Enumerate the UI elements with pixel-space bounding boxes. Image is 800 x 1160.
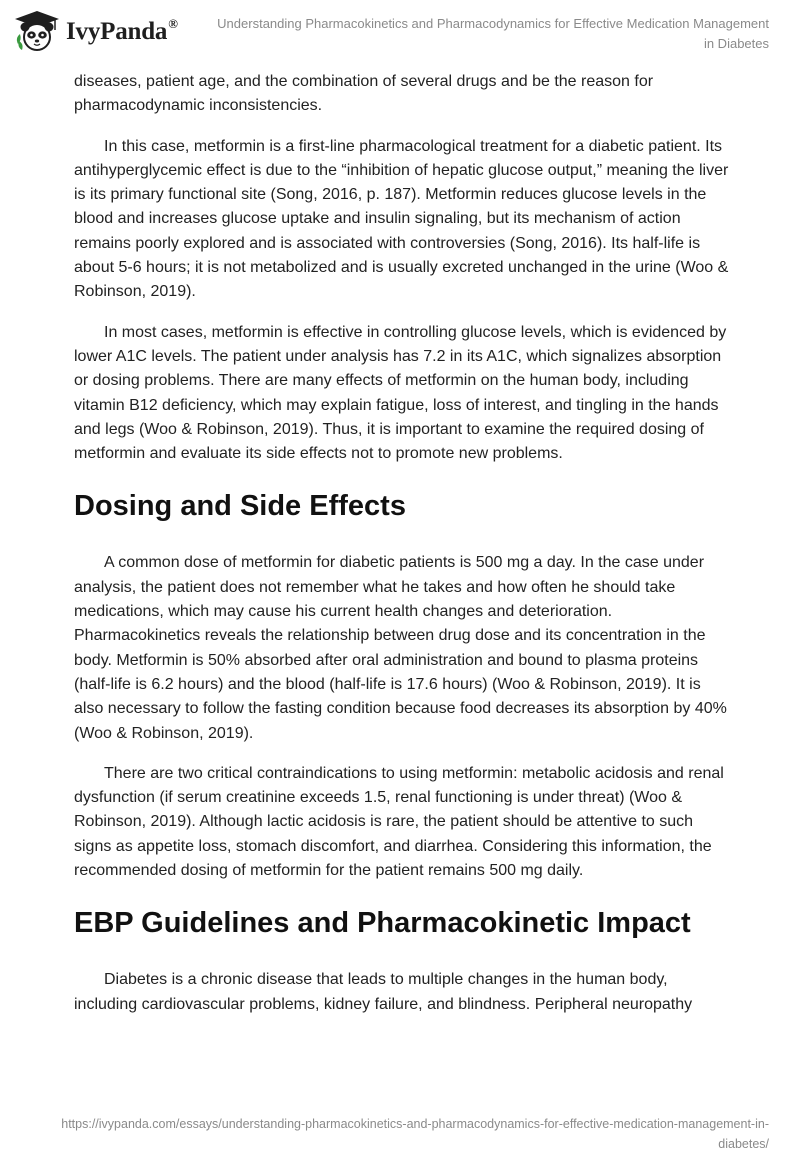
- document-title: Understanding Pharmacokinetics and Pharmacodynamics for Effective Medication Management in Diabetes: [217, 16, 769, 51]
- paragraph: A common dose of metformin for diabetic patients is 500 mg a day. In the case under analysis, the patient does not remember what he takes and how often he should take medications, which may cause his current health changes and deterioration. Pharmacokinetics reveals the relationship between drug dose and its concentration in the body. Metformin is 50% absorbed after oral administration and bound to plasma proteins (half-life is 6.2 hours) and the blood (half-life is 17.6 hours) (Woo & Robinson, 2019). It is also necessary to follow the fasting condition because food decreases its absorption by 40% (Woo & Robinson, 2019).: [74, 554, 727, 742]
- section-heading-ebp: EBP Guidelines and Pharmacokinetic Impact: [74, 907, 691, 940]
- paragraph: diseases, patient age, and the combination of several drugs and be the reason for pharmacodynamic inconsistencies.: [74, 73, 654, 115]
- paragraph: Diabetes is a chronic disease that leads to multiple changes in the human body, including cardiovascular problems, kidney failure, and blindness. Peripheral neuropathy: [74, 971, 693, 1013]
- panda-graduate-icon: [14, 10, 60, 52]
- essay-body: [74, 70, 734, 1033]
- logo-text: IvyPanda®: [66, 16, 178, 45]
- ivypanda-logo[interactable]: [14, 10, 178, 52]
- paragraph: In most cases, metformin is effective in controlling glucose levels, which is evidenced by lower A1C levels. The patient under analysis has 7.2 in its A1C, which signalizes absorption or dosing problems. There are many effects of metformin on the human body, including vitamin B12 deficiency, which may explain fatigue, loss of interest, and tingling in the hands and legs (Woo & Robinson, 2019). Thus, it is important to examine the required dosing of metformin and evaluate its side effects not to promote new problems.: [74, 323, 727, 463]
- paragraph: There are two critical contraindications to using metformin: metabolic acidosis and renal dysfunction (if serum creatinine exceeds 1.5, renal functioning is under threat) (Woo & Robinson, 2019). Although lactic acidosis is rare, the patient should be attentive to such signs as appetite loss, stomach discomfort, and diarrhea. Considering this information, the recommended dosing of metformin for the patient remains 500 mg daily.: [74, 764, 724, 880]
- source-url[interactable]: https://ivypanda.com/essays/understanding-pharmacokinetics-and-pharmacodynamics-for-effective-medication-management-in-diabetes/: [61, 1117, 769, 1151]
- section-heading-dosing: Dosing and Side Effects: [74, 490, 406, 523]
- paragraph: In this case, metformin is a first-line pharmacological treatment for a diabetic patient. Its antihyperglycemic effect is due to the “inhibition of hepatic glucose output,” meaning the liver is its primary functional site (Song, 2016, p. 187). Metformin reduces glucose levels in the blood and increases glucose uptake and insulin signaling, but its mechanism of action remains poorly explored and is associated with controversies (Song, 2016). Its half-life is about 5-6 hours; it is not metabolized and is usually excreted unchanged in the urine (Woo & Robinson, 2019).: [74, 137, 729, 301]
- page-header: [0, 0, 800, 62]
